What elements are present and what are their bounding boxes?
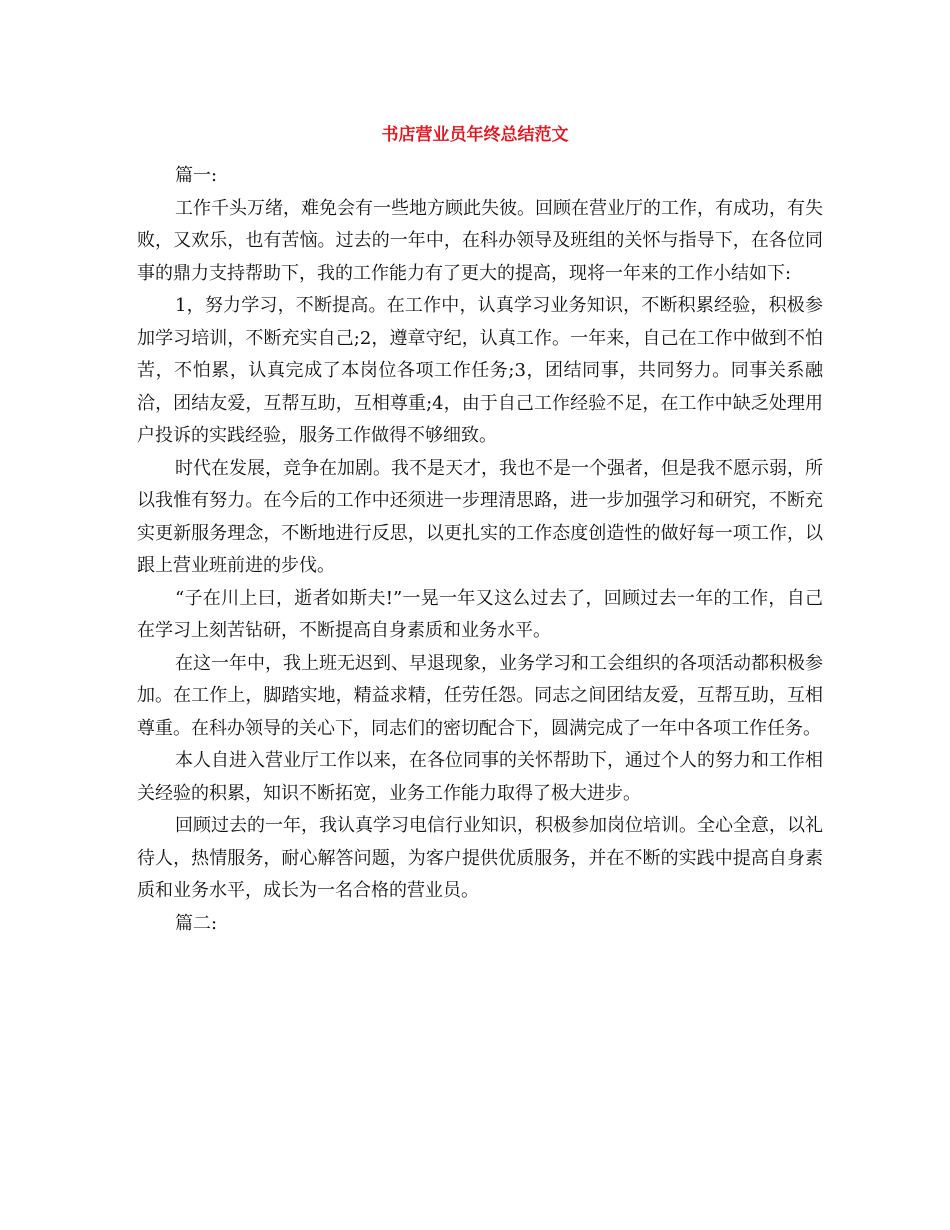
paragraph-attendance: 在这一年中，我上班无迟到、早退现象，业务学习和工会组织的各项活动都积极参加。在工作上，脚踏实地，精益求精，任劳任怨。同志之间团结友爱，互帮互助，互相尊重。在科办领导的关心下，同志们的密切配合下，圆满完成了一年中各项工作任务。 xyxy=(137,652,823,739)
paragraph-future-plan: 时代在发展，竞争在加剧。我不是天才，我也不是一个强者，但是我不愿示弱，所以我惟有努力。在今后的工作中还须进一步理清思路，进一步加强学习和研究，不断充实更新服务理念，不断地进行反思，以更扎实的工作态度创造性的做好每一项工作，以跟上营业班前进的步伐。 xyxy=(137,457,823,576)
section-heading-part-two: 篇二: xyxy=(175,912,218,934)
document-title: 书店营业员年终总结范文 xyxy=(381,125,569,145)
paragraph-summary-points: 1，努力学习，不断提高。在工作中，认真学习业务知识，不断积累经验，积极参加学习培训，不断充实自己;2，遵章守纪，认真工作。一年来，自己在工作中做到不怕苦，不怕累，认真完成了本岗位各项工作任务;3，团结同事，共同努力。同事关系融洽，团结友爱，互帮互助，互相尊重;4，由于自己工作经验不足，在工作中缺乏处理用户投诉的实践经验，服务工作做得不够细致。 xyxy=(137,295,823,446)
paragraph-review: 回顾过去的一年，我认真学习电信行业知识，积极参加岗位培训。全心全意，以礼待人，热情服务，耐心解答问题，为客户提供优质服务，并在不断的实践中提高自身素质和业务水平，成长为一名合格的营业员。 xyxy=(137,815,823,901)
paragraph-progress: 本人自进入营业厅工作以来，在各位同事的关怀帮助下，通过个人的努力和工作相关经验的积累，知识不断拓宽，业务工作能力取得了极大进步。 xyxy=(137,750,823,804)
document-body xyxy=(137,160,823,940)
paragraph-quote: “子在川上曰，逝者如斯夫!”一晃一年又这么过去了，回顾过去一年的工作，自己在学习上刻苦钻研，不断提高自身素质和业务水平。 xyxy=(137,587,823,641)
section-heading-part-one: 篇一: xyxy=(175,165,218,186)
paragraph-intro: 工作千头万绪，难免会有一些地方顾此失彼。回顾在营业厅的工作，有成功，有失败，又欢乐，也有苦恼。过去的一年中，在科办领导及班组的关怀与指导下，在各位同事的鼎力支持帮助下，我的工作能力有了更大的提高，现将一年来的工作小结如下: xyxy=(137,197,823,284)
